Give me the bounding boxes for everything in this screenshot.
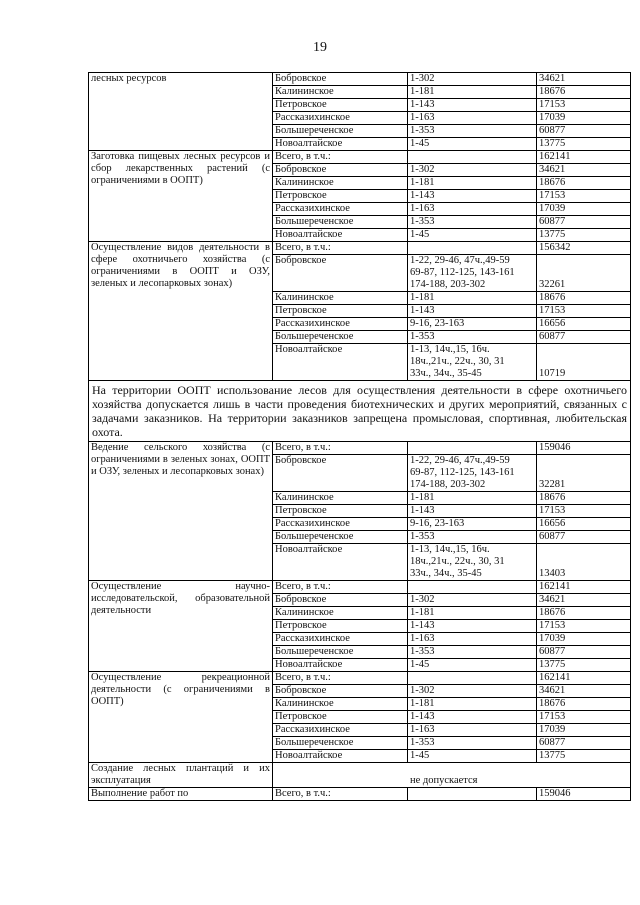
forestry-name: Бобровское [273, 255, 408, 292]
quarters: 1-143 [408, 305, 537, 318]
area-value: 17153 [537, 190, 631, 203]
forestry-name: Калининское [273, 177, 408, 190]
area-value: 13775 [537, 229, 631, 242]
quarters: 1-143 [408, 99, 537, 112]
forestry-name: Петровское [273, 711, 408, 724]
area-value: 60877 [537, 531, 631, 544]
forestry-name: Рассказихинское [273, 518, 408, 531]
activity-cell: Осуществление научно-исследовательской, образовательной деятельности [89, 581, 273, 672]
forestry-name: Всего, в т.ч.: [273, 242, 408, 255]
forestry-name: Новоалтайское [273, 659, 408, 672]
quarters: 1-143 [408, 711, 537, 724]
forestry-name: Рассказихинское [273, 633, 408, 646]
forestry-name: Новоалтайское [273, 229, 408, 242]
area-value: 60877 [537, 646, 631, 659]
forest-use-table [88, 72, 631, 801]
table-row [89, 788, 631, 801]
quarters: 1-45 [408, 138, 537, 151]
area-value: 17039 [537, 112, 631, 125]
activity-cell: Создание лесных плантаций и их эксплуатация [89, 763, 273, 788]
forestry-name: Рассказихинское [273, 112, 408, 125]
forestry-name: Бобровское [273, 594, 408, 607]
quarters: 1-163 [408, 203, 537, 216]
quarters: 1-22, 29-46, 47ч.,49-59 69-87, 112-125, 143-161 174-188, 203-302 [408, 455, 537, 492]
area-value: 13775 [537, 750, 631, 763]
area-value: 34621 [537, 73, 631, 86]
quarters: 1-181 [408, 177, 537, 190]
quarters: 1-13, 14ч.,15, 16ч. 18ч.,21ч., 22ч., 30, 31 33ч., 34ч., 35-45 [408, 344, 537, 381]
forestry-name: Новоалтайское [273, 544, 408, 581]
forestry-name: Рассказихинское [273, 203, 408, 216]
quarters: 1-143 [408, 190, 537, 203]
area-value: 16656 [537, 318, 631, 331]
area-value: 162141 [537, 151, 631, 164]
quarters: 1-353 [408, 125, 537, 138]
forestry-name: Рассказихинское [273, 318, 408, 331]
area-value: 156342 [537, 242, 631, 255]
forestry-name: Калининское [273, 492, 408, 505]
quarters [408, 788, 537, 801]
quarters: 1-353 [408, 331, 537, 344]
table-row [89, 442, 631, 455]
area-value: 17153 [537, 99, 631, 112]
forestry-name: Всего, в т.ч.: [273, 581, 408, 594]
quarters: 1-302 [408, 73, 537, 86]
area-value: 13775 [537, 138, 631, 151]
forestry-name: Бобровское [273, 164, 408, 177]
quarters: 9-16, 23-163 [408, 518, 537, 531]
table-row [89, 73, 631, 86]
activity-cell: Выполнение работ по [89, 788, 273, 801]
area-value: 32261 [537, 255, 631, 292]
quarters: 1-181 [408, 492, 537, 505]
forestry-name: Бобровское [273, 685, 408, 698]
quarters: 1-143 [408, 505, 537, 518]
merged-status-text: не допускается [410, 775, 478, 786]
forestry-name: Рассказихинское [273, 724, 408, 737]
merged-status-cell [273, 763, 631, 788]
forestry-name: Большереченское [273, 737, 408, 750]
quarters: 1-45 [408, 750, 537, 763]
area-value: 16656 [537, 518, 631, 531]
forestry-name: Всего, в т.ч.: [273, 442, 408, 455]
quarters: 1-22, 29-46, 47ч.,49-59 69-87, 112-125, 143-161 174-188, 203-302 [408, 255, 537, 292]
quarters: 1-163 [408, 112, 537, 125]
forestry-name: Новоалтайское [273, 344, 408, 381]
quarters: 1-302 [408, 594, 537, 607]
quarters [408, 672, 537, 685]
area-value: 34621 [537, 685, 631, 698]
quarters [408, 151, 537, 164]
area-value: 17039 [537, 724, 631, 737]
area-value: 13403 [537, 544, 631, 581]
area-value: 32281 [537, 455, 631, 492]
quarters [408, 242, 537, 255]
quarters: 1-45 [408, 659, 537, 672]
activity-cell: Заготовка пищевых лесных ресурсов и сбор лекарственных растений (с ограничениями в ООПТ) [89, 151, 273, 242]
table-row [89, 581, 631, 594]
forestry-name: Калининское [273, 292, 408, 305]
quarters: 9-16, 23-163 [408, 318, 537, 331]
forestry-name: Большереченское [273, 216, 408, 229]
forestry-name: Калининское [273, 607, 408, 620]
activity-cell: Осуществление видов деятельности в сфере охотничьего хозяйства (с ограничениями в ООПТ и ОЗУ, зеленых и лесопарковых зонах) [89, 242, 273, 381]
area-value: 18676 [537, 607, 631, 620]
area-value: 159046 [537, 442, 631, 455]
forestry-name: Калининское [273, 86, 408, 99]
quarters: 1-13, 14ч.,15, 16ч. 18ч.,21ч., 22ч., 30, 31 33ч., 34ч., 35-45 [408, 544, 537, 581]
forestry-name: Бобровское [273, 455, 408, 492]
quarters: 1-45 [408, 229, 537, 242]
quarters: 1-181 [408, 86, 537, 99]
quarters [408, 581, 537, 594]
activity-cell: лесных ресурсов [89, 73, 273, 151]
forestry-name: Всего, в т.ч.: [273, 788, 408, 801]
forestry-name: Новоалтайское [273, 138, 408, 151]
quarters: 1-302 [408, 164, 537, 177]
forestry-name: Большереченское [273, 125, 408, 138]
area-value: 162141 [537, 581, 631, 594]
area-value: 17153 [537, 305, 631, 318]
quarters: 1-163 [408, 633, 537, 646]
area-value: 162141 [537, 672, 631, 685]
quarters: 1-181 [408, 698, 537, 711]
area-value: 18676 [537, 86, 631, 99]
forestry-name: Петровское [273, 190, 408, 203]
page-number: 19 [313, 40, 327, 55]
forestry-name: Новоалтайское [273, 750, 408, 763]
table-row [89, 672, 631, 685]
area-value: 34621 [537, 594, 631, 607]
forestry-name: Всего, в т.ч.: [273, 672, 408, 685]
area-value: 18676 [537, 698, 631, 711]
forestry-name: Петровское [273, 505, 408, 518]
forestry-name: Петровское [273, 620, 408, 633]
quarters: 1-143 [408, 620, 537, 633]
area-value: 18676 [537, 177, 631, 190]
forestry-name: Петровское [273, 99, 408, 112]
activity-cell: Осуществление рекреационной деятельности (с ограничениями в ООПТ) [89, 672, 273, 763]
forestry-name: Петровское [273, 305, 408, 318]
forestry-name: Всего, в т.ч.: [273, 151, 408, 164]
quarters: 1-302 [408, 685, 537, 698]
area-value: 18676 [537, 492, 631, 505]
area-value: 17153 [537, 620, 631, 633]
quarters [408, 442, 537, 455]
area-value: 17039 [537, 633, 631, 646]
area-value: 17039 [537, 203, 631, 216]
quarters: 1-181 [408, 292, 537, 305]
forestry-name: Большереченское [273, 646, 408, 659]
area-value: 17153 [537, 711, 631, 724]
area-value: 10719 [537, 344, 631, 381]
area-value: 60877 [537, 737, 631, 750]
forestry-name: Калининское [273, 698, 408, 711]
note-row [89, 381, 631, 442]
area-value: 159046 [537, 788, 631, 801]
quarters: 1-353 [408, 646, 537, 659]
quarters: 1-353 [408, 531, 537, 544]
area-value: 60877 [537, 331, 631, 344]
forestry-name: Большереченское [273, 331, 408, 344]
area-value: 60877 [537, 125, 631, 138]
quarters: 1-353 [408, 216, 537, 229]
forestry-name: Бобровское [273, 73, 408, 86]
area-value: 13775 [537, 659, 631, 672]
note-text: На территории ООПТ использование лесов для осуществления деятельности в сфере охотничьего хозяйства допускается лишь в части проведения биотехнических и других мероприятий, связанных с задачами заказников. На территории заказников запрещена промысловая, спортивная, любительская охота. [89, 381, 631, 442]
table-row [89, 151, 631, 164]
quarters: 1-353 [408, 737, 537, 750]
area-value: 60877 [537, 216, 631, 229]
forestry-name: Большереченское [273, 531, 408, 544]
quarters: 1-181 [408, 607, 537, 620]
area-value: 18676 [537, 292, 631, 305]
area-value: 34621 [537, 164, 631, 177]
area-value: 17153 [537, 505, 631, 518]
table-row [89, 242, 631, 255]
activity-row [89, 763, 631, 788]
activity-cell: Ведение сельского хозяйства (с ограничениями в зеленых зонах, ООПТ и ОЗУ, зеленых и лесопарковых зонах) [89, 442, 273, 581]
quarters: 1-163 [408, 724, 537, 737]
